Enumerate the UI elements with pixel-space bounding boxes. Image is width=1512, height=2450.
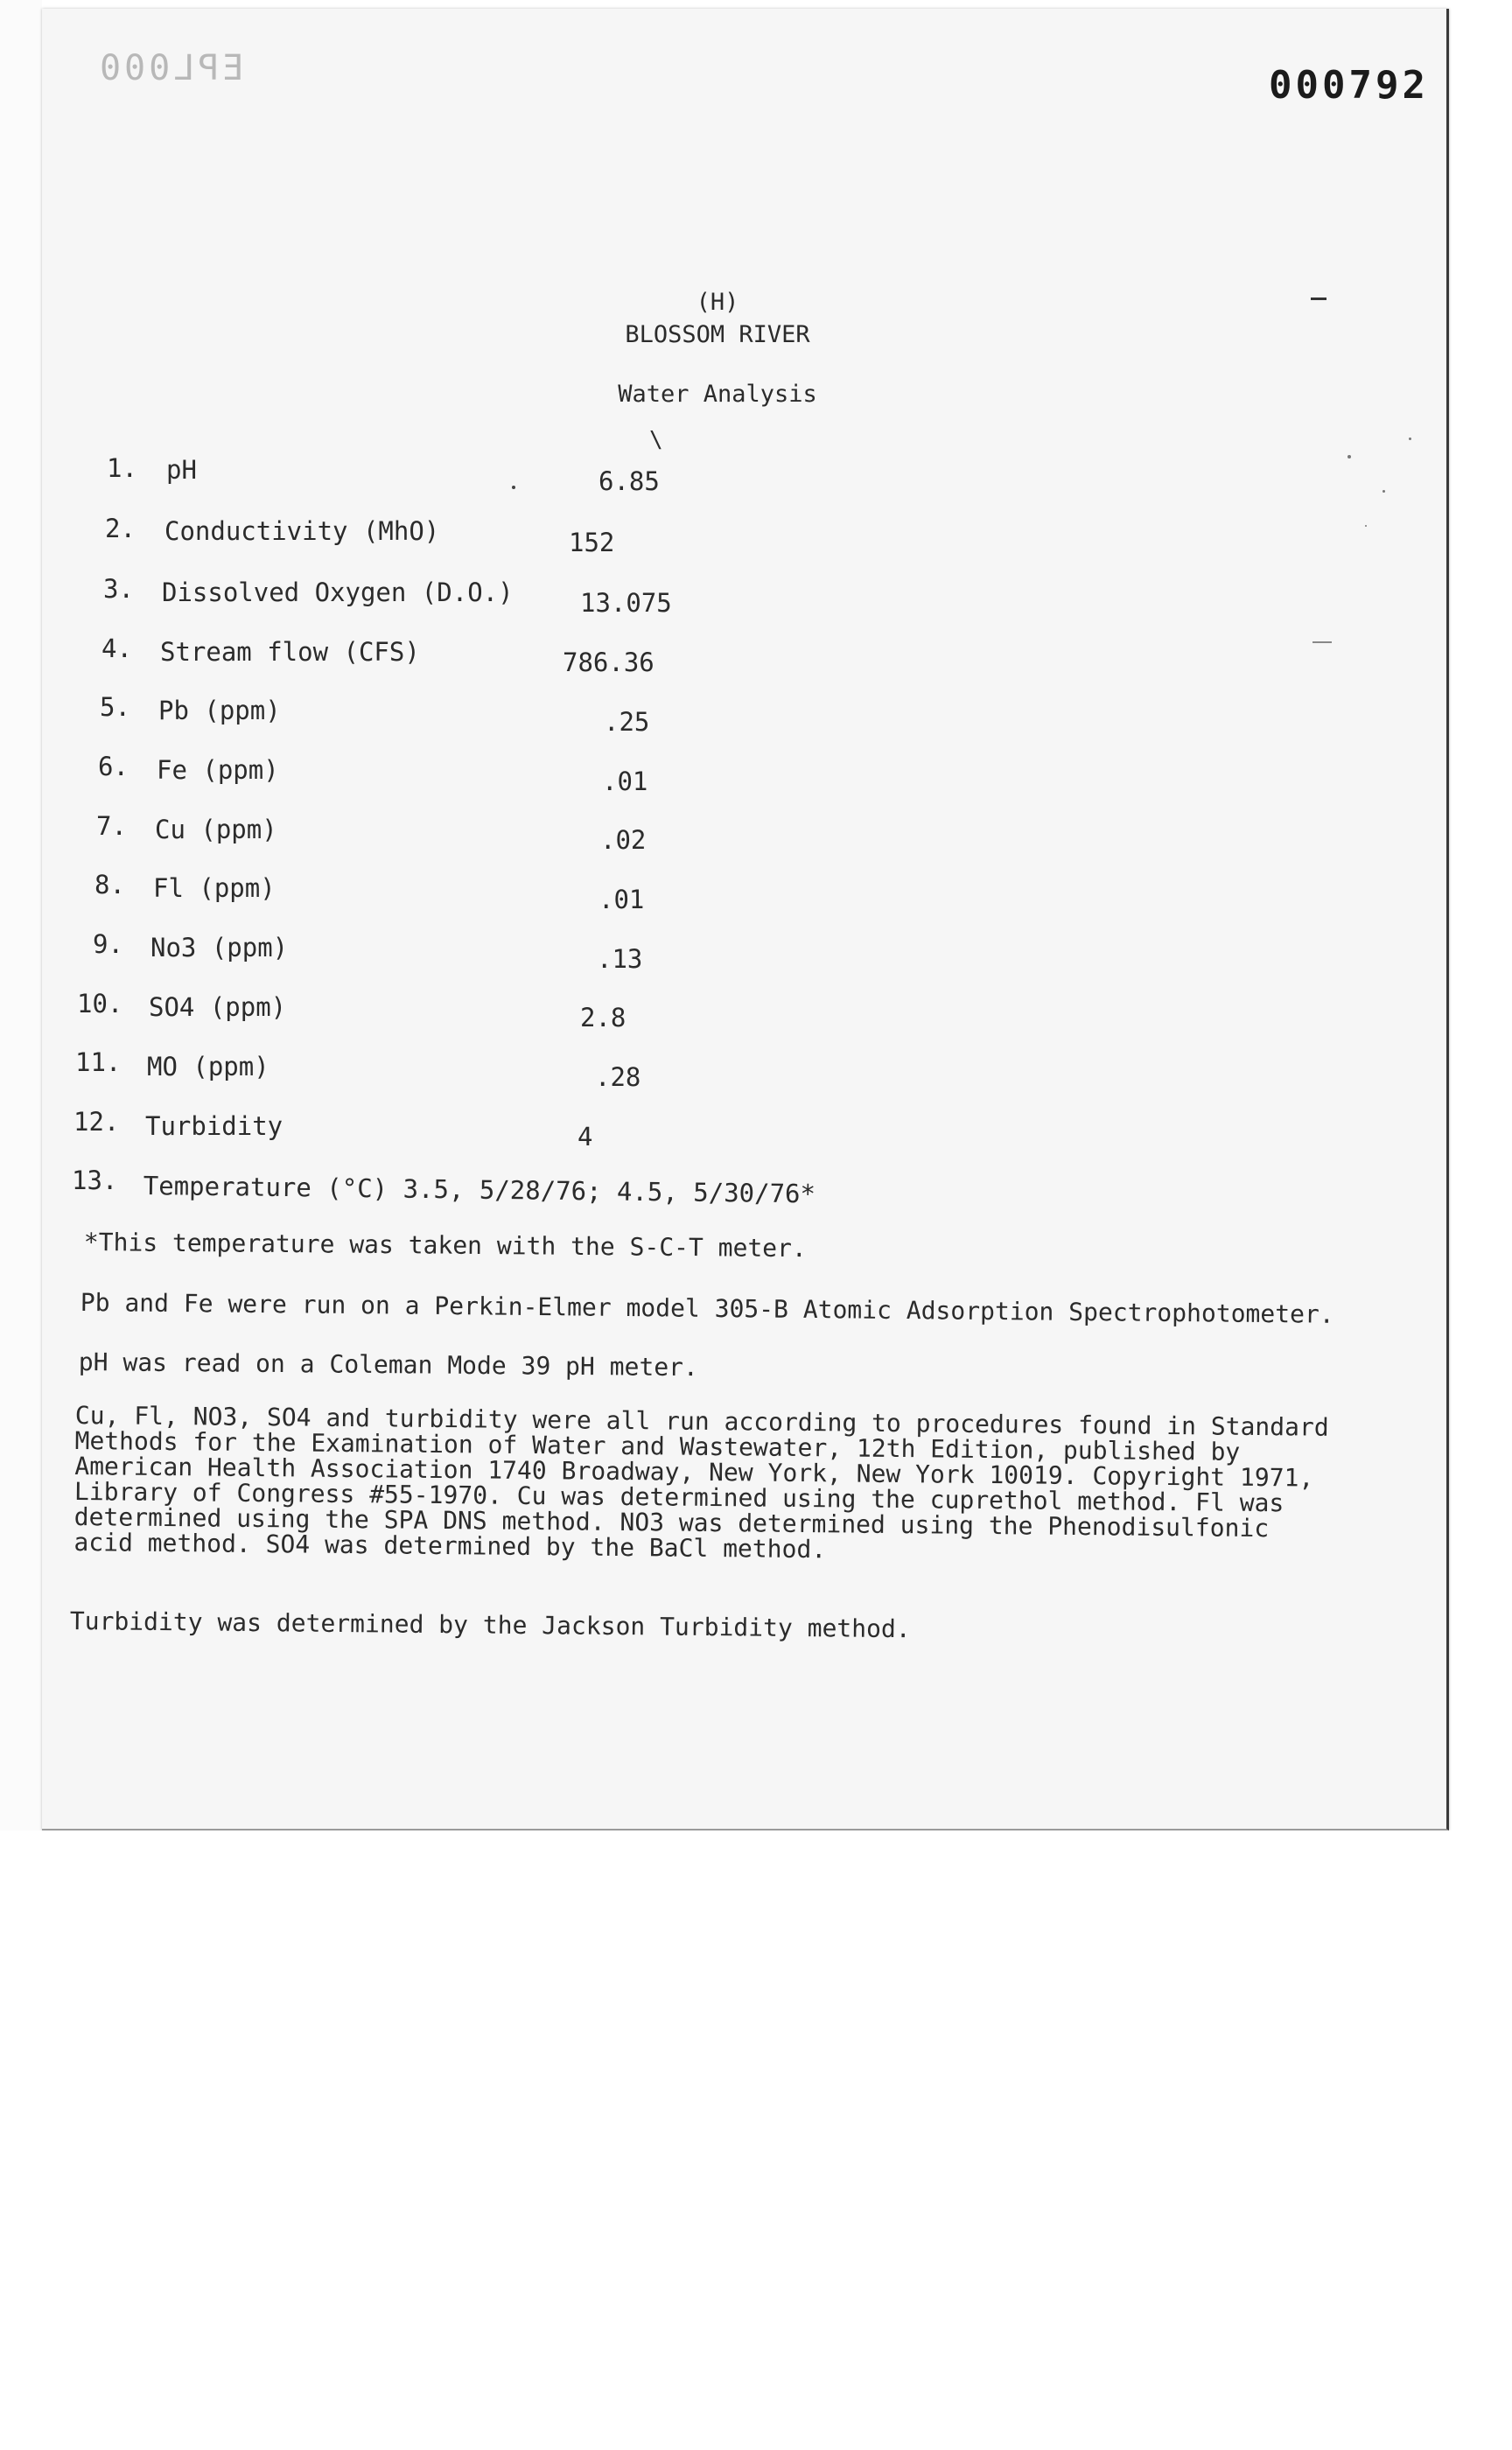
- item-value: .01: [602, 766, 648, 796]
- item-label: Conductivity (MhO): [164, 516, 440, 546]
- scan-speck: [1348, 455, 1351, 458]
- item-value: .02: [600, 825, 647, 855]
- item-label: SO4 (ppm): [149, 992, 287, 1022]
- item-number: 5.: [100, 692, 130, 722]
- item-label: Fl (ppm): [153, 873, 276, 903]
- item-value: .13: [597, 944, 643, 974]
- page-number-stamp: 000792: [1269, 63, 1429, 108]
- item-number: 12.: [74, 1107, 120, 1137]
- item-number: 2.: [105, 514, 136, 543]
- scan-left-margin: [0, 0, 42, 1833]
- item-number: 1.: [107, 453, 137, 483]
- item-value: .28: [595, 1062, 641, 1092]
- turbidity-note: Turbidity was determined by the Jackson Turbidity method.: [69, 1606, 911, 1644]
- item-label: No3 (ppm): [150, 933, 289, 962]
- item-value: 4: [578, 1122, 593, 1152]
- item-number: 7.: [96, 811, 127, 841]
- item-label: Temperature (°C) 3.5, 5/28/76; 4.5, 5/30/76*: [143, 1171, 816, 1209]
- item-value: 13.075: [580, 588, 672, 618]
- item-label: pH: [166, 455, 197, 485]
- item-number: 9.: [93, 929, 123, 959]
- item-label: Pb (ppm): [158, 696, 281, 725]
- pb-fe-note: Pb and Fe were run on a Perkin-Elmer model 305-B Atomic Adsorption Spectrophotometer.: [80, 1288, 1334, 1329]
- item-label: Turbidity: [145, 1111, 284, 1141]
- item-value: 6.85: [598, 466, 660, 496]
- item-label: MO (ppm): [147, 1052, 270, 1082]
- item-value: 2.8: [580, 1003, 626, 1032]
- scan-speck: [1382, 490, 1385, 493]
- item-number: 10.: [77, 989, 123, 1018]
- item-label: Cu (ppm): [155, 815, 277, 844]
- scan-speck: [1365, 525, 1367, 527]
- item-number: 6.: [98, 752, 129, 781]
- section-letter: (H): [696, 289, 739, 316]
- scan-blank-area: [0, 1830, 1512, 2450]
- item-label: Fe (ppm): [157, 755, 279, 785]
- temperature-footnote: *This temperature was taken with the S-C-T meter.: [83, 1228, 807, 1264]
- item-label: Dissolved Oxygen (D.O.): [162, 578, 514, 607]
- scan-speck: [512, 486, 515, 489]
- document-title: BLOSSOM RIVER: [625, 321, 810, 348]
- item-value: .01: [598, 885, 645, 914]
- item-number: 11.: [75, 1047, 122, 1077]
- scan-speck: [1409, 438, 1411, 440]
- item-number: 3.: [103, 574, 134, 604]
- item-number: 8.: [94, 870, 125, 900]
- item-value: .25: [604, 707, 650, 737]
- methods-paragraph: Cu, Fl, NO3, SO4 and turbidity were all run according to procedures found in Standard Methods for the Examination of Water and Wastewater, 12th Edition, published by American Health Association 1740 Broadway, New York, New York 10019. Copyright 1971, Library of Congress #55-1970. Cu was determined using the cuprethol method. Fl was determined using the SPA DNS method. NO3 was determined using the Phenodisulfonic acid method. SO4 was determined by the BaCl method.: [74, 1401, 1329, 1564]
- pen-tick-mark: \: [649, 427, 663, 453]
- scan-mark: [1312, 641, 1332, 643]
- faded-page-stamp: EPL000: [96, 48, 244, 88]
- item-label: Stream flow (CFS): [160, 637, 420, 667]
- item-value: 786.36: [563, 648, 654, 677]
- item-number: 4.: [102, 634, 132, 663]
- item-number: 13.: [72, 1166, 118, 1195]
- document-subtitle: Water Analysis: [618, 381, 817, 408]
- item-value: 152: [569, 528, 615, 557]
- scan-mark: [1311, 298, 1326, 300]
- ph-note: pH was read on a Coleman Mode 39 pH meter.: [78, 1348, 698, 1382]
